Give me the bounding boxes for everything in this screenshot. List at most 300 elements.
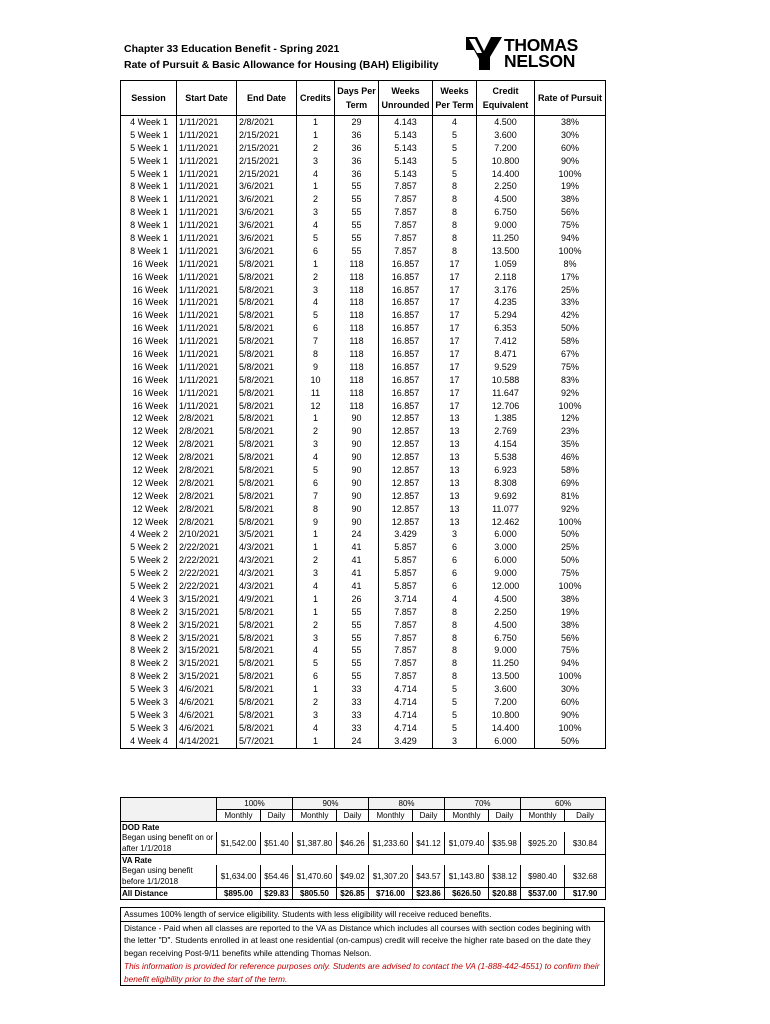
table-cell: 8 [433, 606, 477, 619]
distance-rate-row [121, 888, 606, 900]
table-cell: 5 [433, 683, 477, 696]
table-cell: 75% [535, 567, 606, 580]
table-cell: 94% [535, 657, 606, 670]
table-cell: 7.200 [477, 142, 535, 155]
table-cell: 6 [297, 477, 335, 490]
rates-percent-row [121, 798, 606, 810]
table-cell: 1/11/2021 [177, 232, 237, 245]
table-cell: 30% [535, 129, 606, 142]
table-cell: 12 Week [121, 516, 177, 529]
table-cell: 3 [433, 529, 477, 542]
table-cell: 16.857 [379, 296, 433, 309]
table-cell: 3 [297, 567, 335, 580]
table-cell: 10.588 [477, 374, 535, 387]
table-cell: 8 [297, 348, 335, 361]
table-cell: 3/15/2021 [177, 645, 237, 658]
table-row [121, 464, 606, 477]
table-row [121, 438, 606, 451]
table-cell: 90 [335, 503, 379, 516]
table-cell: 1/11/2021 [177, 322, 237, 335]
table-cell: 55 [335, 219, 379, 232]
table-cell: 7.857 [379, 193, 433, 206]
table-cell: 16 Week [121, 387, 177, 400]
table-cell: 8 [433, 245, 477, 258]
table-cell: 55 [335, 606, 379, 619]
column-header: Rate of Pursuit [535, 81, 606, 116]
table-cell: 5.857 [379, 554, 433, 567]
table-row [121, 387, 606, 400]
table-cell: 5/8/2021 [237, 335, 297, 348]
table-row [121, 503, 606, 516]
logo-mark-icon [466, 37, 502, 70]
table-cell: 90 [335, 438, 379, 451]
table-cell: 5/8/2021 [237, 309, 297, 322]
table-cell: 2/22/2021 [177, 580, 237, 593]
table-cell: 16 Week [121, 258, 177, 271]
table-cell: 33 [335, 722, 379, 735]
table-cell: 7.857 [379, 657, 433, 670]
table-cell: 33 [335, 696, 379, 709]
page-subtitle: Rate of Pursuit & Basic Allowance for Housing (BAH) Eligibility [124, 59, 439, 71]
table-row [121, 632, 606, 645]
table-cell: 5 Week 3 [121, 696, 177, 709]
table-cell: 100% [535, 722, 606, 735]
table-cell: 5/8/2021 [237, 374, 297, 387]
table-cell: 3 [297, 438, 335, 451]
table-row [121, 258, 606, 271]
table-cell: 1/11/2021 [177, 155, 237, 168]
rate-value-cell: $29.83 [261, 888, 293, 900]
table-cell: 8 [433, 219, 477, 232]
table-cell: 6.000 [477, 529, 535, 542]
table-cell: 13 [433, 503, 477, 516]
monthly-header: Monthly [521, 810, 565, 822]
table-cell: 1/11/2021 [177, 129, 237, 142]
table-cell: 5 [433, 129, 477, 142]
table-cell: 1 [297, 529, 335, 542]
table-cell: 17 [433, 374, 477, 387]
table-cell: 7 [297, 335, 335, 348]
table-cell: 8 Week 1 [121, 219, 177, 232]
table-cell: 90 [335, 464, 379, 477]
table-cell: 6 [297, 322, 335, 335]
table-cell: 12 Week [121, 490, 177, 503]
table-cell: 5/8/2021 [237, 361, 297, 374]
table-cell: 5 [433, 722, 477, 735]
table-cell: 118 [335, 284, 379, 297]
table-cell: 3/6/2021 [237, 245, 297, 258]
table-cell: 8 [433, 657, 477, 670]
table-cell: 10.800 [477, 155, 535, 168]
table-cell: 12 Week [121, 451, 177, 464]
table-cell: 4 [297, 168, 335, 181]
va-rate-title: VA Rate [121, 855, 606, 866]
table-cell: 6.353 [477, 322, 535, 335]
table-row [121, 645, 606, 658]
table-cell: 5 Week 1 [121, 155, 177, 168]
table-cell: 90 [335, 516, 379, 529]
table-cell: 4 Week 4 [121, 735, 177, 748]
table-cell: 3/15/2021 [177, 619, 237, 632]
table-cell: 1/11/2021 [177, 142, 237, 155]
monthly-header: Monthly [293, 810, 337, 822]
table-cell: 5.857 [379, 567, 433, 580]
rate-value-cell: $35.98 [489, 832, 521, 855]
table-cell: 17 [433, 309, 477, 322]
table-cell: 4/3/2021 [237, 541, 297, 554]
table-cell: 38% [535, 619, 606, 632]
table-row [121, 696, 606, 709]
table-cell: 2/8/2021 [237, 116, 297, 129]
table-cell: 9.000 [477, 219, 535, 232]
table-row [121, 580, 606, 593]
table-cell: 2.769 [477, 425, 535, 438]
table-row [121, 309, 606, 322]
table-cell: 1/11/2021 [177, 219, 237, 232]
table-row [121, 129, 606, 142]
table-cell: 5 Week 1 [121, 142, 177, 155]
table-cell: 2 [297, 696, 335, 709]
table-cell: 67% [535, 348, 606, 361]
rate-value-cell: $46.26 [337, 832, 369, 855]
table-cell: 3/15/2021 [177, 632, 237, 645]
table-cell: 46% [535, 451, 606, 464]
table-cell: 3/15/2021 [177, 657, 237, 670]
table-cell: 58% [535, 335, 606, 348]
table-cell: 8 Week 2 [121, 619, 177, 632]
daily-header: Daily [337, 810, 369, 822]
table-cell: 2/8/2021 [177, 490, 237, 503]
table-cell: 8 Week 2 [121, 632, 177, 645]
table-cell: 60% [535, 142, 606, 155]
table-cell: 90 [335, 477, 379, 490]
dod-rate-row [121, 832, 606, 855]
table-cell: 17 [433, 271, 477, 284]
table-cell: 7.200 [477, 696, 535, 709]
table-cell: 5 Week 1 [121, 129, 177, 142]
table-cell: 75% [535, 645, 606, 658]
dod-rate-description: Began using benefit on or after 1/1/2018 [121, 832, 217, 855]
table-cell: 5.538 [477, 451, 535, 464]
table-cell: 3 [297, 284, 335, 297]
rate-percent-header: 80% [369, 798, 445, 810]
table-cell: 4 [297, 580, 335, 593]
table-cell: 5/8/2021 [237, 722, 297, 735]
table-cell: 5 [433, 142, 477, 155]
table-cell: 1/11/2021 [177, 296, 237, 309]
table-cell: 10.800 [477, 709, 535, 722]
table-cell: 2/8/2021 [177, 412, 237, 425]
table-cell: 4/3/2021 [237, 580, 297, 593]
table-cell: 81% [535, 490, 606, 503]
table-cell: 2/8/2021 [177, 516, 237, 529]
table-cell: 11.250 [477, 657, 535, 670]
table-cell: 38% [535, 193, 606, 206]
table-cell: 5 Week 3 [121, 709, 177, 722]
table-cell: 12 Week [121, 477, 177, 490]
table-cell: 3.429 [379, 735, 433, 748]
table-cell: 100% [535, 516, 606, 529]
table-cell: 5/8/2021 [237, 438, 297, 451]
table-cell: 13 [433, 516, 477, 529]
table-cell: 7.857 [379, 180, 433, 193]
table-cell: 1.385 [477, 412, 535, 425]
table-cell: 16.857 [379, 322, 433, 335]
table-cell: 3 [297, 709, 335, 722]
table-cell: 16.857 [379, 271, 433, 284]
table-cell: 3.176 [477, 284, 535, 297]
table-cell: 5 Week 2 [121, 567, 177, 580]
table-cell: 19% [535, 606, 606, 619]
table-cell: 118 [335, 271, 379, 284]
table-cell: 1 [297, 735, 335, 748]
table-cell: 118 [335, 258, 379, 271]
college-logo [466, 36, 600, 72]
table-cell: 1/11/2021 [177, 245, 237, 258]
table-cell: 35% [535, 438, 606, 451]
table-cell: 2.118 [477, 271, 535, 284]
table-cell: 12.857 [379, 477, 433, 490]
table-cell: 4.714 [379, 709, 433, 722]
table-cell: 1 [297, 258, 335, 271]
table-cell: 12 Week [121, 425, 177, 438]
table-row [121, 361, 606, 374]
table-cell: 90% [535, 155, 606, 168]
table-cell: 17 [433, 361, 477, 374]
table-cell: 16 Week [121, 374, 177, 387]
table-cell: 4 [433, 116, 477, 129]
table-cell: 16 Week [121, 400, 177, 413]
monthly-header: Monthly [445, 810, 489, 822]
table-cell: 17 [433, 335, 477, 348]
table-cell: 16.857 [379, 387, 433, 400]
table-cell: 5/8/2021 [237, 709, 297, 722]
table-cell: 55 [335, 645, 379, 658]
table-cell: 55 [335, 193, 379, 206]
logo-text-line1: THOMAS [504, 35, 579, 55]
table-cell: 42% [535, 309, 606, 322]
table-cell: 13 [433, 438, 477, 451]
rate-value-cell: $895.00 [217, 888, 261, 900]
table-cell: 7.857 [379, 606, 433, 619]
monthly-header: Monthly [369, 810, 413, 822]
table-cell: 5/8/2021 [237, 296, 297, 309]
rate-value-cell: $1,470.60 [293, 865, 337, 888]
table-cell: 1/11/2021 [177, 348, 237, 361]
table-cell: 4/6/2021 [177, 683, 237, 696]
table-cell: 12 Week [121, 412, 177, 425]
table-cell: 6 [297, 245, 335, 258]
table-cell: 90 [335, 490, 379, 503]
table-cell: 5/8/2021 [237, 322, 297, 335]
table-cell: 14.400 [477, 722, 535, 735]
table-cell: 13 [433, 425, 477, 438]
table-cell: 7.857 [379, 632, 433, 645]
table-cell: 6.750 [477, 206, 535, 219]
table-cell: 7.857 [379, 219, 433, 232]
table-cell: 2/10/2021 [177, 529, 237, 542]
column-header: End Date [237, 81, 297, 116]
va-rate-description: Began using benefit before 1/1/2018 [121, 865, 217, 888]
table-cell: 2/8/2021 [177, 464, 237, 477]
table-cell: 3.600 [477, 129, 535, 142]
table-cell: 5 [433, 709, 477, 722]
rate-value-cell: $1,542.00 [217, 832, 261, 855]
table-cell: 41 [335, 541, 379, 554]
table-cell: 1.059 [477, 258, 535, 271]
table-cell: 12.857 [379, 490, 433, 503]
table-cell: 16 Week [121, 309, 177, 322]
table-cell: 17 [433, 387, 477, 400]
table-row [121, 348, 606, 361]
table-cell: 3 [297, 206, 335, 219]
table-cell: 13.500 [477, 245, 535, 258]
table-cell: 4 [297, 722, 335, 735]
rates-corner-cell [121, 798, 217, 822]
column-header: Credit Equivalent [477, 81, 535, 116]
disclaimer-note: This information is provided for reference purposes only. Students are advised to contact the VA (1-888-442-4551) to confirm their benefit eligibility prior to the start of the term. [124, 960, 600, 984]
table-cell: 1 [297, 541, 335, 554]
table-cell: 1/11/2021 [177, 116, 237, 129]
daily-header: Daily [261, 810, 293, 822]
table-cell: 13 [433, 490, 477, 503]
table-cell: 4 [297, 451, 335, 464]
table-cell: 6 [433, 567, 477, 580]
table-cell: 4/6/2021 [177, 722, 237, 735]
table-cell: 2/15/2021 [237, 155, 297, 168]
table-cell: 3/6/2021 [237, 219, 297, 232]
table-cell: 38% [535, 116, 606, 129]
table-cell: 5 Week 2 [121, 580, 177, 593]
table-cell: 2 [297, 619, 335, 632]
table-cell: 6 [297, 670, 335, 683]
table-cell: 5 [297, 232, 335, 245]
table-cell: 8 [433, 645, 477, 658]
table-row [121, 516, 606, 529]
table-cell: 1 [297, 129, 335, 142]
table-cell: 5/8/2021 [237, 258, 297, 271]
rate-value-cell: $1,634.00 [217, 865, 261, 888]
table-cell: 6 [433, 554, 477, 567]
table-cell: 16.857 [379, 348, 433, 361]
table-cell: 5 [433, 696, 477, 709]
table-cell: 5.143 [379, 155, 433, 168]
table-row [121, 374, 606, 387]
table-row [121, 206, 606, 219]
table-cell: 12.462 [477, 516, 535, 529]
table-row [121, 477, 606, 490]
table-cell: 5/8/2021 [237, 451, 297, 464]
table-cell: 4/6/2021 [177, 709, 237, 722]
table-cell: 5.857 [379, 541, 433, 554]
table-cell: 118 [335, 348, 379, 361]
table-cell: 3 [433, 735, 477, 748]
table-cell: 9.529 [477, 361, 535, 374]
dod-rate-title: DOD Rate [121, 822, 606, 833]
table-cell: 7.857 [379, 619, 433, 632]
table-cell: 41 [335, 567, 379, 580]
table-cell: 100% [535, 670, 606, 683]
table-cell: 5/8/2021 [237, 516, 297, 529]
page-title: Chapter 33 Education Benefit - Spring 2021 [124, 43, 340, 55]
table-cell: 100% [535, 245, 606, 258]
table-cell: 4 Week 3 [121, 593, 177, 606]
table-cell: 5/8/2021 [237, 271, 297, 284]
column-header: Session [121, 81, 177, 116]
rate-of-pursuit-table [120, 80, 606, 749]
table-cell: 90 [335, 451, 379, 464]
table-cell: 100% [535, 400, 606, 413]
table-cell: 9.000 [477, 567, 535, 580]
table-cell: 16.857 [379, 361, 433, 374]
table-cell: 92% [535, 503, 606, 516]
table-cell: 55 [335, 180, 379, 193]
table-cell: 16 Week [121, 322, 177, 335]
table-cell: 8% [535, 258, 606, 271]
table-cell: 1/11/2021 [177, 206, 237, 219]
table-cell: 58% [535, 464, 606, 477]
rate-value-cell: $49.02 [337, 865, 369, 888]
table-cell: 118 [335, 400, 379, 413]
table-row [121, 116, 606, 129]
table-cell: 8.308 [477, 477, 535, 490]
table-cell: 55 [335, 206, 379, 219]
table-cell: 1 [297, 412, 335, 425]
table-cell: 16 Week [121, 271, 177, 284]
table-cell: 11.250 [477, 232, 535, 245]
table-cell: 2/22/2021 [177, 541, 237, 554]
table-cell: 5/8/2021 [237, 670, 297, 683]
table-cell: 1 [297, 606, 335, 619]
table-cell: 3/15/2021 [177, 593, 237, 606]
table-cell: 4/3/2021 [237, 567, 297, 580]
table-cell: 4 [297, 219, 335, 232]
table-cell: 2/22/2021 [177, 554, 237, 567]
column-header: Weeks Per Term [433, 81, 477, 116]
table-cell: 7.857 [379, 670, 433, 683]
table-cell: 8 [433, 670, 477, 683]
table-row [121, 245, 606, 258]
table-cell: 5/8/2021 [237, 490, 297, 503]
table-cell: 118 [335, 309, 379, 322]
table-cell: 6 [433, 580, 477, 593]
table-cell: 55 [335, 232, 379, 245]
rate-value-cell: $1,307.20 [369, 865, 413, 888]
table-cell: 55 [335, 619, 379, 632]
table-row [121, 284, 606, 297]
table-cell: 23% [535, 425, 606, 438]
table-cell: 6 [433, 541, 477, 554]
table-cell: 5.143 [379, 168, 433, 181]
table-cell: 1/11/2021 [177, 387, 237, 400]
table-cell: 8 [433, 232, 477, 245]
table-cell: 2 [297, 193, 335, 206]
table-cell: 16.857 [379, 400, 433, 413]
table-row [121, 219, 606, 232]
rate-value-cell: $1,079.40 [445, 832, 489, 855]
table-cell: 12.000 [477, 580, 535, 593]
table-cell: 5/8/2021 [237, 425, 297, 438]
table-cell: 8 [433, 180, 477, 193]
table-row [121, 567, 606, 580]
table-cell: 36 [335, 142, 379, 155]
table-row [121, 529, 606, 542]
table-cell: 100% [535, 168, 606, 181]
table-row [121, 722, 606, 735]
table-cell: 1/11/2021 [177, 361, 237, 374]
table-cell: 16.857 [379, 374, 433, 387]
table-row [121, 709, 606, 722]
